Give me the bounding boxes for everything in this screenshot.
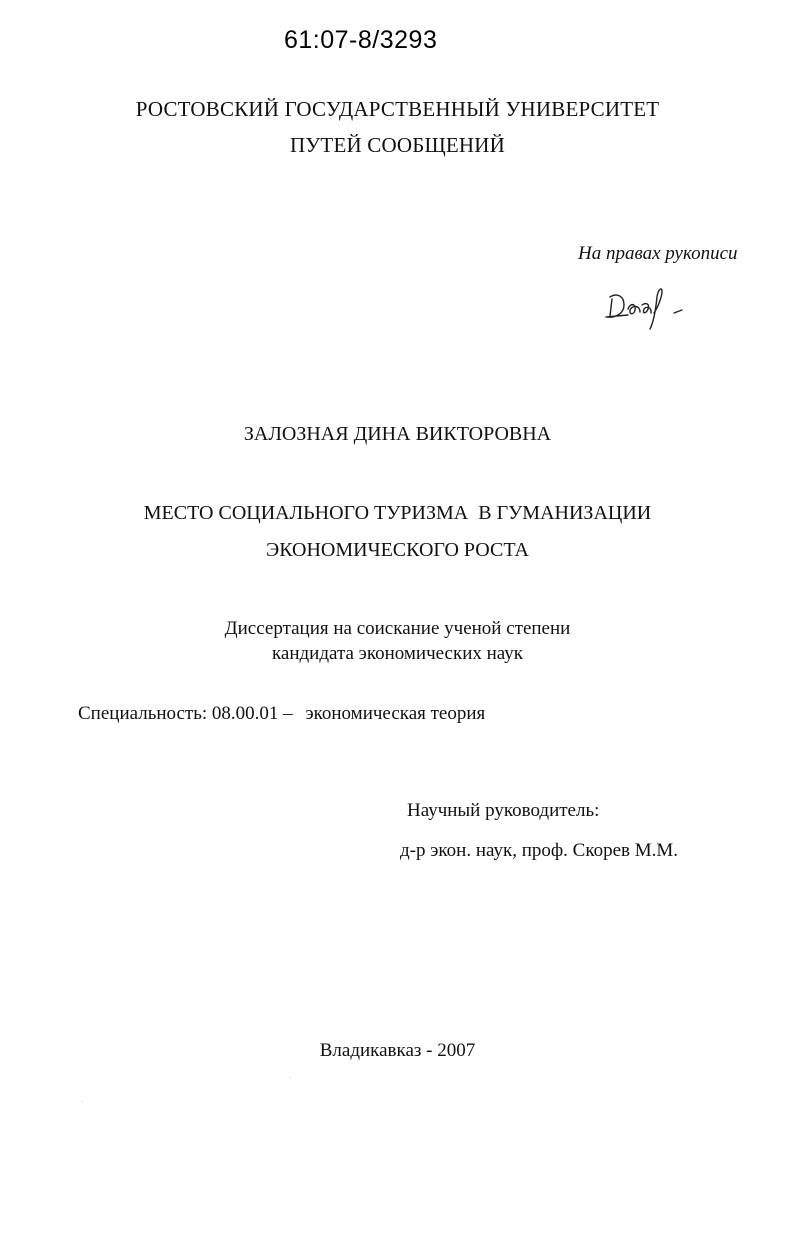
city-year: Владикавказ - 2007 xyxy=(319,1040,476,1061)
specialty-label: Специальность: 08.00.01 – xyxy=(78,703,293,724)
supervisor-name: д-р экон. наук, проф. Скорев М.М. xyxy=(400,840,679,861)
degree-line-2: кандидата экономических наук xyxy=(271,643,524,664)
manuscript-note: На правах рукописи xyxy=(578,243,738,264)
scan-speck xyxy=(82,1101,83,1102)
degree-line-1: Диссертация на соискание ученой степени xyxy=(224,618,571,639)
supervisor-label: Научный руководитель: xyxy=(407,800,600,821)
institution-line-2: ПУТЕЙ СООБЩЕНИЙ xyxy=(289,133,505,157)
specialty-value: экономическая теория xyxy=(305,703,486,724)
dissertation-title-line-1: МЕСТО СОЦИАЛЬНОГО ТУРИЗМА В ГУМАНИЗАЦИИ xyxy=(143,502,652,524)
scan-speck xyxy=(290,1077,291,1078)
dissertation-title-line-2: ЭКОНОМИЧЕСКОГО РОСТА xyxy=(265,539,529,561)
author-name: ЗАЛОЗНАЯ ДИНА ВИКТОРОВНА xyxy=(243,423,552,445)
specialty xyxy=(78,703,485,725)
handwritten-signature xyxy=(602,285,702,333)
institution-line-1: РОСТОВСКИЙ ГОСУДАРСТВЕННЫЙ УНИВЕРСИТЕТ xyxy=(135,97,660,121)
catalog-number: 61:07-8/3293 xyxy=(284,26,438,54)
